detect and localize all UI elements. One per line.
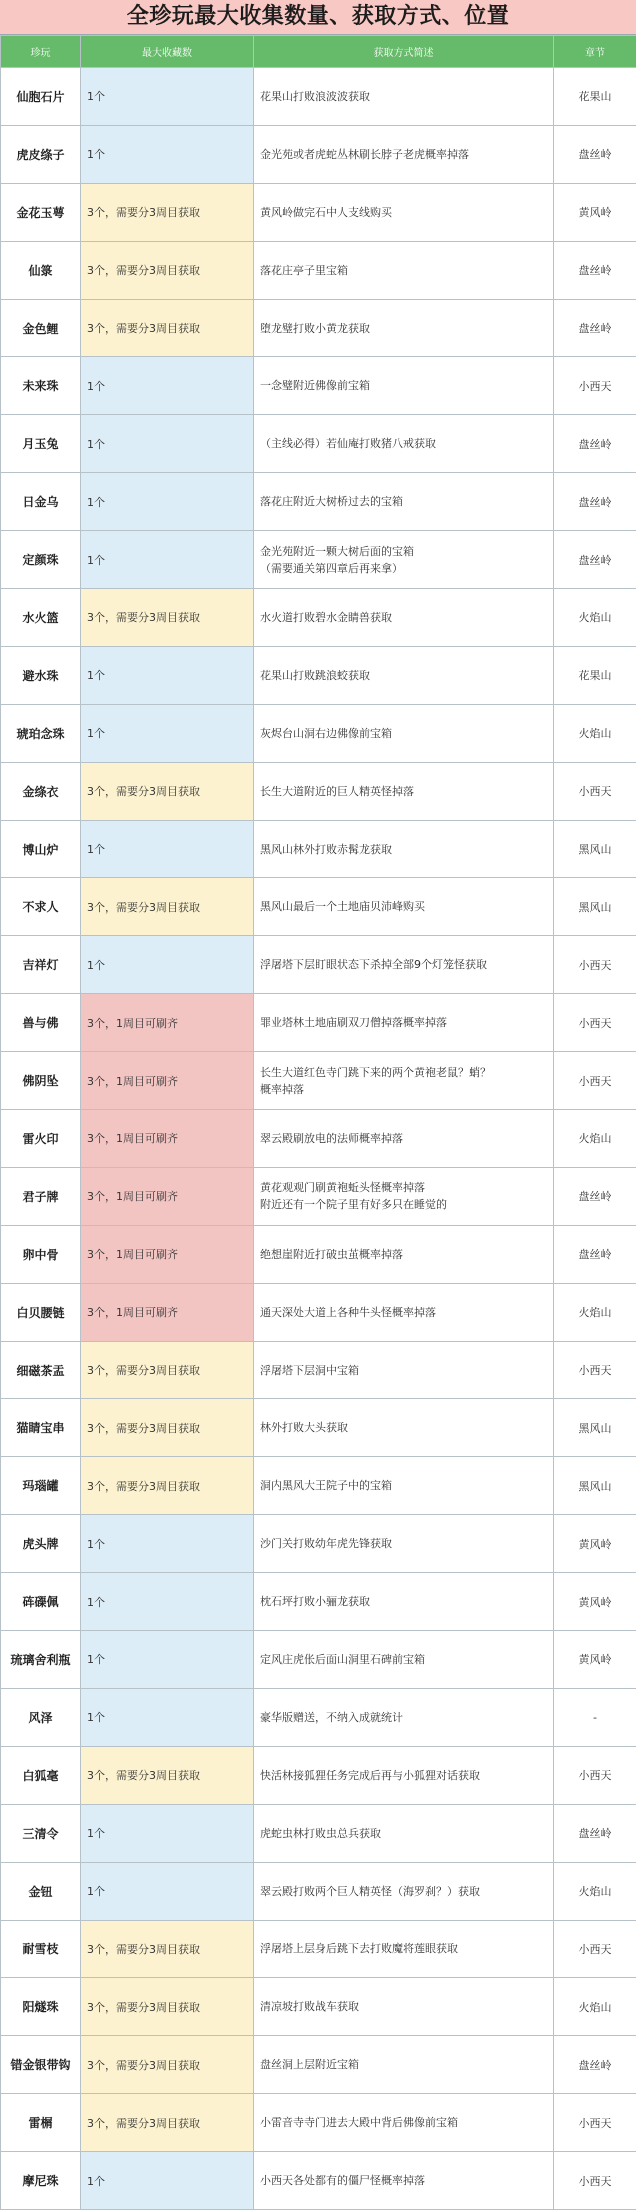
chapter-cell: 小西天 [554,994,636,1052]
method-cell: 翠云殿刷放电的法师概率掉落 [254,1110,554,1168]
chapter-cell: 盘丝岭 [554,299,636,357]
max-count-cell: 3个，需要分3周目获取 [81,1399,254,1457]
max-count-cell: 1个 [81,820,254,878]
chapter-cell: 火焰山 [554,704,636,762]
table-row [1,1225,636,1283]
method-cell: 黄风岭做完石中人支线购买 [254,183,554,241]
max-count-cell: 3个，需要分3周目获取 [81,878,254,936]
max-count-cell: 3个，需要分3周目获取 [81,2094,254,2152]
header-name: 珍玩 [1,36,81,68]
method-cell: 花果山打败跳浪蛟获取 [254,646,554,704]
max-count-cell: 3个，需要分3周目获取 [81,183,254,241]
table-row [1,1631,636,1689]
max-count-cell: 3个，需要分3周目获取 [81,2036,254,2094]
max-count-cell: 3个，1周目可刷齐 [81,1110,254,1168]
table-row [1,646,636,704]
item-name-cell: 细磁茶盂 [1,1341,81,1399]
item-name-cell: 雷火印 [1,1110,81,1168]
method-cell: 浮屠塔下层盯眼状态下杀掉全部9个灯笼怪获取 [254,936,554,994]
max-count-cell: 3个，1周目可刷齐 [81,1052,254,1110]
method-cell: 定风庄虎伥后面山洞里石碑前宝箱 [254,1631,554,1689]
method-cell: 绝想崖附近打破虫茧概率掉落 [254,1225,554,1283]
chapter-cell: 小西天 [554,1341,636,1399]
max-count-cell: 1个 [81,2152,254,2210]
item-name-cell: 未来珠 [1,357,81,415]
item-name-cell: 博山炉 [1,820,81,878]
page-title: 全珍玩最大收集数量、获取方式、位置 [0,0,636,35]
method-cell: 罪业塔林土地庙刷双刀僧掉落概率掉落 [254,994,554,1052]
chapter-cell: 小西天 [554,762,636,820]
item-name-cell: 猫睛宝串 [1,1399,81,1457]
method-cell: 落花庄附近大树桥过去的宝箱 [254,473,554,531]
max-count-cell: 1个 [81,1573,254,1631]
max-count-cell: 1个 [81,357,254,415]
table-row [1,1920,636,1978]
item-name-cell: 佛阴坠 [1,1052,81,1110]
chapter-cell: 火焰山 [554,1283,636,1341]
method-cell: 浮屠塔上层身后跳下去打败魔将莲眼获取 [254,1920,554,1978]
table-row [1,1052,636,1110]
table-row [1,1515,636,1573]
max-count-cell: 1个 [81,68,254,126]
method-cell: 小西天各处都有的僵尸怪概率掉落 [254,2152,554,2210]
max-count-cell: 3个，1周目可刷齐 [81,1283,254,1341]
item-name-cell: 摩尼珠 [1,2152,81,2210]
header-chapter: 章节 [554,36,636,68]
table-row [1,125,636,183]
table-row [1,1862,636,1920]
method-cell: 清凉坡打败战车获取 [254,1978,554,2036]
item-name-cell: 雷榍 [1,2094,81,2152]
table-row [1,1688,636,1746]
item-name-cell: 虎皮绦子 [1,125,81,183]
header-max-count: 最大收藏数 [81,36,254,68]
item-name-cell: 日金乌 [1,473,81,531]
method-cell: 灰烬台山洞右边佛像前宝箱 [254,704,554,762]
method-cell: 通天深处大道上各种牛头怪概率掉落 [254,1283,554,1341]
table-row [1,994,636,1052]
table-row [1,936,636,994]
item-name-cell: 吉祥灯 [1,936,81,994]
item-name-cell: 三清令 [1,1804,81,1862]
chapter-cell: 黄风岭 [554,183,636,241]
chapter-cell: 盘丝岭 [554,415,636,473]
chapter-cell: 花果山 [554,646,636,704]
max-count-cell: 3个，1周目可刷齐 [81,1167,254,1225]
method-cell: 洞内黑风大王院子中的宝箱 [254,1457,554,1515]
item-name-cell: 风泽 [1,1688,81,1746]
method-cell: 快活林接狐狸任务完成后再与小狐狸对话获取 [254,1746,554,1804]
method-cell: 落花庄亭子里宝箱 [254,241,554,299]
method-cell: （主线必得）若仙庵打败猪八戒获取 [254,415,554,473]
table-row [1,2036,636,2094]
table-row [1,1283,636,1341]
item-name-cell: 金色鲤 [1,299,81,357]
item-name-cell: 定颜珠 [1,531,81,589]
item-name-cell: 卵中骨 [1,1225,81,1283]
table-row [1,820,636,878]
method-cell: 豪华版赠送，不纳入成就统计 [254,1688,554,1746]
chapter-cell: 盘丝岭 [554,473,636,531]
max-count-cell: 3个，需要分3周目获取 [81,299,254,357]
chapter-cell: 小西天 [554,1052,636,1110]
max-count-cell: 1个 [81,704,254,762]
item-name-cell: 玛瑙罐 [1,1457,81,1515]
method-cell: 黑风山林外打败赤髯龙获取 [254,820,554,878]
chapter-cell: 盘丝岭 [554,125,636,183]
item-name-cell: 仙胞石片 [1,68,81,126]
table-row [1,1457,636,1515]
chapter-cell: - [554,1688,636,1746]
table-row [1,241,636,299]
max-count-cell: 3个，1周目可刷齐 [81,1225,254,1283]
chapter-cell: 黑风山 [554,1399,636,1457]
item-name-cell: 月玉兔 [1,415,81,473]
table-row [1,1978,636,2036]
method-cell: 黄花观观门刷黄袍蚯头怪概率掉落 附近还有一个院子里有好多只在睡觉的 [254,1167,554,1225]
item-name-cell: 琉璃舍利瓶 [1,1631,81,1689]
chapter-cell: 小西天 [554,2094,636,2152]
max-count-cell: 3个，1周目可刷齐 [81,994,254,1052]
max-count-cell: 3个，需要分3周目获取 [81,1746,254,1804]
chapter-cell: 黑风山 [554,1457,636,1515]
max-count-cell: 1个 [81,531,254,589]
chapter-cell: 火焰山 [554,589,636,647]
item-name-cell: 兽与佛 [1,994,81,1052]
method-cell: 虎蛇虫林打败虫总兵获取 [254,1804,554,1862]
max-count-cell: 1个 [81,646,254,704]
chapter-cell: 小西天 [554,1746,636,1804]
chapter-cell: 黑风山 [554,878,636,936]
item-name-cell: 阳燧珠 [1,1978,81,2036]
table-row [1,1110,636,1168]
chapter-cell: 花果山 [554,68,636,126]
table-row [1,1341,636,1399]
method-cell: 枕石坪打败小骊龙获取 [254,1573,554,1631]
method-cell: 一念璧附近佛像前宝箱 [254,357,554,415]
method-cell: 翠云殿打败两个巨人精英怪（海罗刹？）获取 [254,1862,554,1920]
chapter-cell: 盘丝岭 [554,531,636,589]
method-cell: 长生大道附近的巨人精英怪掉落 [254,762,554,820]
chapter-cell: 火焰山 [554,1978,636,2036]
table-row [1,878,636,936]
item-name-cell: 白贝腰链 [1,1283,81,1341]
chapter-cell: 盘丝岭 [554,2036,636,2094]
chapter-cell: 黄风岭 [554,1515,636,1573]
table-row [1,1573,636,1631]
item-name-cell: 错金银带钩 [1,2036,81,2094]
table-row [1,1746,636,1804]
table-row [1,415,636,473]
max-count-cell: 3个，需要分3周目获取 [81,1457,254,1515]
chapter-cell: 小西天 [554,357,636,415]
item-name-cell: 金花玉萼 [1,183,81,241]
table-row [1,473,636,531]
max-count-cell: 1个 [81,936,254,994]
item-name-cell: 不求人 [1,878,81,936]
item-name-cell: 白狐毫 [1,1746,81,1804]
max-count-cell: 3个，需要分3周目获取 [81,762,254,820]
method-cell: 金光苑或者虎蛇丛林刷长脖子老虎概率掉落 [254,125,554,183]
item-name-cell: 君子牌 [1,1167,81,1225]
table-row [1,1167,636,1225]
method-cell: 黑风山最后一个土地庙贝沛峰购买 [254,878,554,936]
max-count-cell: 1个 [81,1804,254,1862]
max-count-cell: 3个，需要分3周目获取 [81,241,254,299]
table-body [1,68,636,2210]
max-count-cell: 1个 [81,125,254,183]
item-name-cell: 水火篮 [1,589,81,647]
max-count-cell: 1个 [81,1631,254,1689]
method-cell: 小雷音寺寺门进去大殿中背后佛像前宝箱 [254,2094,554,2152]
table-row [1,1399,636,1457]
table-row [1,1804,636,1862]
chapter-cell: 盘丝岭 [554,1167,636,1225]
chapter-cell: 盘丝岭 [554,1804,636,1862]
table-row [1,357,636,415]
item-name-cell: 避水珠 [1,646,81,704]
table-row [1,183,636,241]
chapter-cell: 盘丝岭 [554,1225,636,1283]
max-count-cell: 1个 [81,1688,254,1746]
collectibles-table [0,35,636,2210]
item-name-cell: 砗磲佩 [1,1573,81,1631]
item-name-cell: 仙箓 [1,241,81,299]
method-cell: 浮屠塔下层洞中宝箱 [254,1341,554,1399]
max-count-cell: 3个，需要分3周目获取 [81,1920,254,1978]
table-row [1,762,636,820]
method-cell: 沙门关打败幼年虎先锋获取 [254,1515,554,1573]
method-cell: 盘丝洞上层附近宝箱 [254,2036,554,2094]
table-row [1,2152,636,2210]
max-count-cell: 3个，需要分3周目获取 [81,1978,254,2036]
method-cell: 堕龙璧打败小黄龙获取 [254,299,554,357]
method-cell: 长生大道红色寺门跳下来的两个黄袍老鼠？蛸？ 概率掉落 [254,1052,554,1110]
max-count-cell: 1个 [81,1515,254,1573]
table-row [1,589,636,647]
chapter-cell: 黑风山 [554,820,636,878]
item-name-cell: 耐雪枝 [1,1920,81,1978]
method-cell: 林外打败大头获取 [254,1399,554,1457]
table-row [1,299,636,357]
table-row [1,704,636,762]
max-count-cell: 3个，需要分3周目获取 [81,1341,254,1399]
max-count-cell: 3个，需要分3周目获取 [81,589,254,647]
chapter-cell: 小西天 [554,2152,636,2210]
chapter-cell: 黄风岭 [554,1631,636,1689]
item-name-cell: 琥珀念珠 [1,704,81,762]
table-row [1,2094,636,2152]
chapter-cell: 盘丝岭 [554,241,636,299]
table-row [1,68,636,126]
method-cell: 花果山打败浪波波获取 [254,68,554,126]
item-name-cell: 金绦衣 [1,762,81,820]
chapter-cell: 小西天 [554,1920,636,1978]
method-cell: 金光苑附近一颗大树后面的宝箱 （需要通关第四章后再来拿） [254,531,554,589]
header-method: 获取方式简述 [254,36,554,68]
chapter-cell: 火焰山 [554,1862,636,1920]
item-name-cell: 金钮 [1,1862,81,1920]
chapter-cell: 火焰山 [554,1110,636,1168]
chapter-cell: 小西天 [554,936,636,994]
table-header-row [1,36,636,68]
max-count-cell: 1个 [81,415,254,473]
max-count-cell: 1个 [81,473,254,531]
chapter-cell: 黄风岭 [554,1573,636,1631]
max-count-cell: 1个 [81,1862,254,1920]
method-cell: 水火道打败碧水金睛兽获取 [254,589,554,647]
table-row [1,531,636,589]
item-name-cell: 虎头牌 [1,1515,81,1573]
